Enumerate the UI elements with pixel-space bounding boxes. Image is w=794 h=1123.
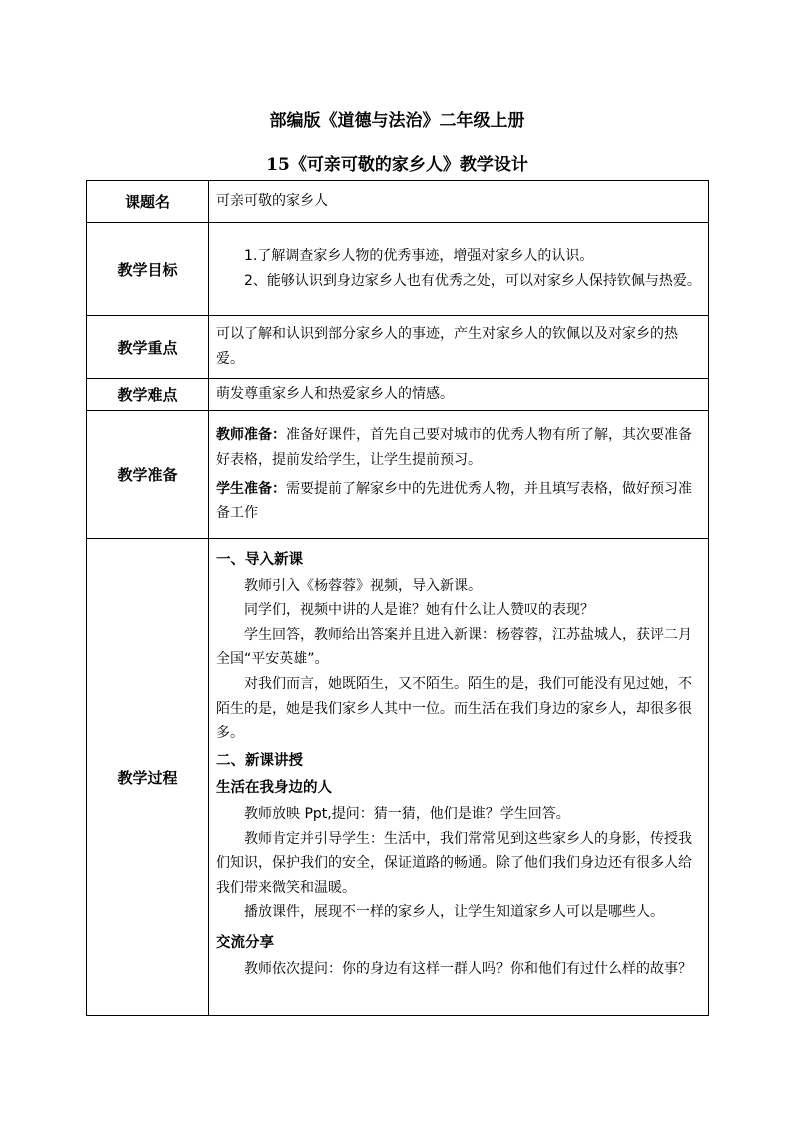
objective-1: 1.了解调查家乡人物的优秀事迹，增强对家乡人的认识。 [244, 248, 594, 265]
student-prep-text: 需要提前了解家乡中的先进优秀人物，并且填写表格，做好预习准备工作 [216, 480, 692, 522]
row-content [209, 223, 709, 316]
subsection-heading: 生活在我身边的人 [216, 780, 332, 797]
table-row [87, 223, 709, 316]
student-prep-label: 学生准备： [216, 480, 286, 497]
paragraph: 同学们，视频中讲的人是谁？她有什么让人赞叹的表现？ [244, 602, 594, 619]
objective-2: 2、能够认识到身边家乡人也有优秀之处，可以对家乡人保持钦佩与热爱。 [244, 273, 701, 289]
section-heading: 一、导入新课 [216, 552, 303, 568]
lesson-plan-table [86, 180, 709, 1016]
table-row [87, 411, 709, 539]
paragraph: 教师放映 Ppt,提问：猜一猜，他们是谁？学生回答。 [244, 805, 570, 822]
table-row [87, 379, 709, 411]
teacher-prep [216, 423, 702, 472]
key-point: 可以了解和认识到部分家乡人的事迹，产生对家乡人的钦佩以及对家乡的热爱。 [216, 326, 678, 367]
row-label: 教学难点 [87, 379, 209, 411]
paragraph: 对我们而言，她既陌生，又不陌生。陌生的是，我们可能没有见过她，不陌生的是，她是我们家乡人其中一位。而生活在我们身边的家乡人，却很多很多。 [216, 675, 692, 742]
teacher-prep-text: 准备好课件，首先自己要对城市的优秀人物有所了解，其次要准备好表格，提前发给学生，让学生提前预习。 [216, 427, 692, 468]
table-row [87, 539, 709, 1016]
topic-name: 可亲可敬的家乡人 [216, 193, 328, 210]
paragraph: 教师肯定并引导学生：生活中，我们常常见到这些家乡人的身影，传授我们知识，保护我们的安全，保证道路的畅通。除了他们我们身边还有很多人给我们带来微笑和温暖。 [216, 830, 692, 896]
subsection-heading: 交流分享 [216, 934, 274, 951]
row-label: 教学重点 [87, 316, 209, 379]
process-content [216, 539, 702, 1015]
doc-title-line2: 15《可亲可敬的家乡人》教学设计 [266, 155, 528, 175]
row-content [209, 316, 709, 379]
row-content [209, 181, 709, 223]
paragraph: 教师引入《杨蓉蓉》视频，导入新课。 [244, 577, 482, 594]
row-label: 教学准备 [87, 411, 209, 539]
paragraph: 学生回答，教师给出答案并且进入新课：杨蓉蓉，江苏盐城人，获评二月全国“平安英雄”。 [216, 626, 692, 668]
row-label: 教学过程 [87, 539, 209, 1016]
table-row [87, 316, 709, 379]
student-prep [216, 477, 702, 526]
row-content [209, 379, 709, 411]
paragraph: 播放课件，展现不一样的家乡人，让学生知道家乡人可以是哪些人。 [244, 904, 664, 921]
row-content [209, 411, 709, 539]
row-label: 课题名 [87, 181, 209, 223]
table-row [87, 181, 709, 223]
difficult-point: 萌发尊重家乡人和热爱家乡人的情感。 [216, 386, 454, 403]
teacher-prep-label: 教师准备： [216, 427, 286, 444]
row-label: 教学目标 [87, 223, 209, 316]
row-content [209, 539, 709, 1016]
doc-title-line1: 部编版《道德与法治》二年级上册 [269, 111, 525, 131]
section-heading: 二、新课讲授 [216, 752, 303, 769]
paragraph: 教师依次提问：你的身边有这样一群人吗？你和他们有过什么样的故事？ [244, 960, 692, 977]
